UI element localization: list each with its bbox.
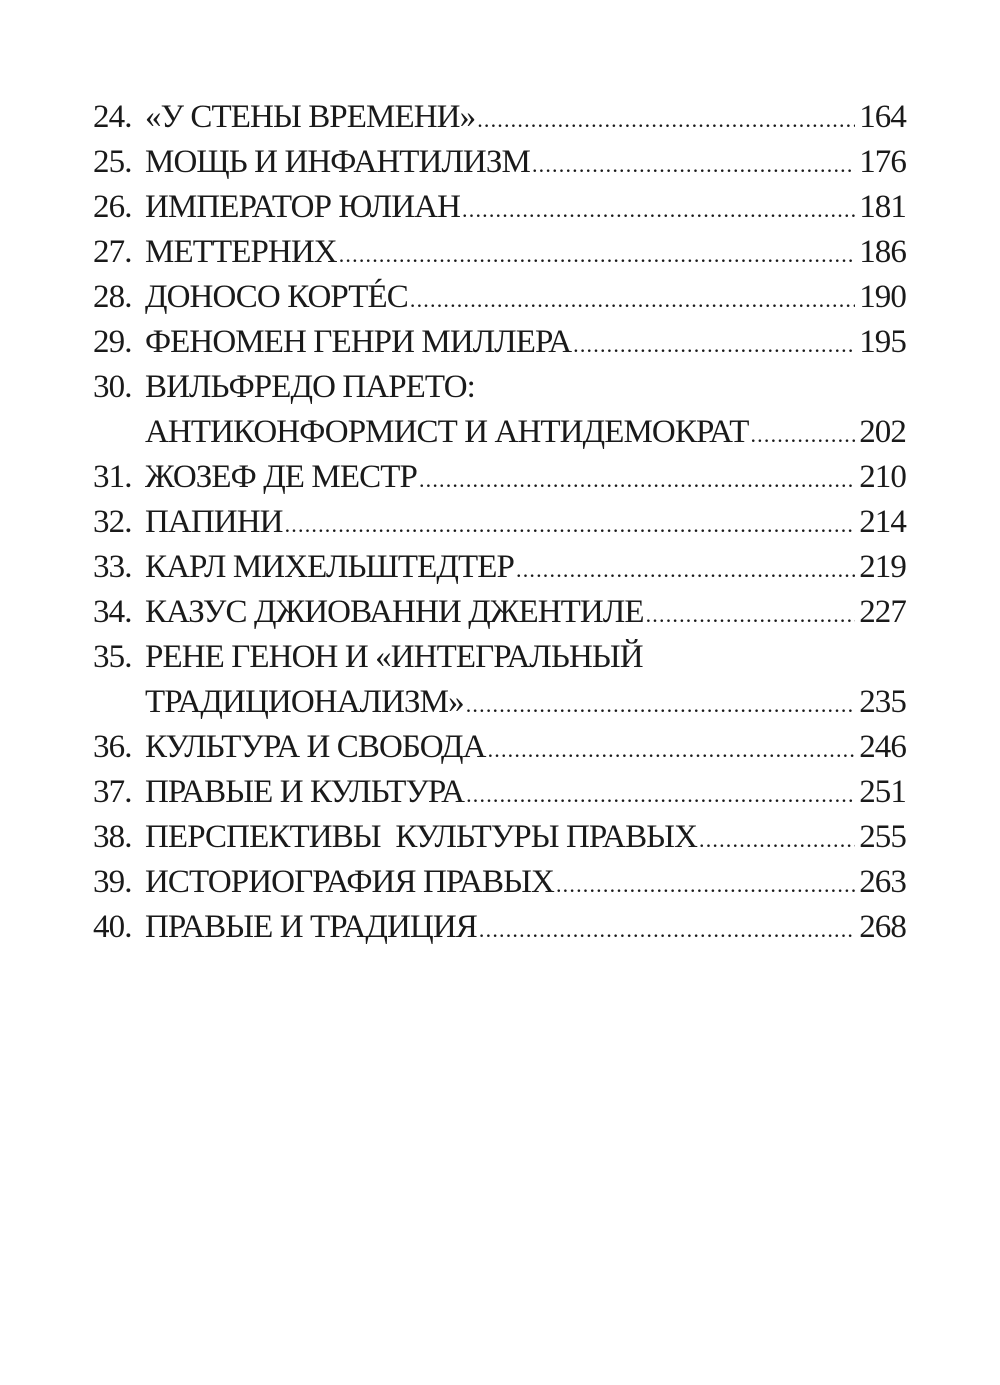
dot-leader (479, 907, 855, 952)
dot-leader (466, 772, 855, 817)
toc-line (93, 140, 906, 185)
page-number: 202 (859, 414, 906, 450)
page-number: 186 (859, 234, 906, 270)
toc-line (93, 725, 906, 770)
entry-title: ТРАДИЦИОНАЛИЗМ» (145, 684, 464, 720)
entry-number: 34. (93, 594, 132, 630)
entry-title: РЕНЕ ГЕНОН И «ИНТЕГРАЛЬНЫЙ (145, 639, 643, 675)
dot-leader (532, 142, 855, 187)
dot-leader (410, 277, 855, 322)
entry-title: ПРАВЫЕ И ТРАДИЦИЯ (145, 909, 477, 945)
entry-number: 30. (93, 369, 132, 405)
toc-line (93, 230, 906, 275)
toc-line (93, 545, 906, 590)
page-number: 251 (859, 774, 906, 810)
toc-entry (93, 860, 906, 905)
toc-line (93, 860, 906, 905)
entry-title: КУЛЬТУРА И СВОБОДА (145, 729, 486, 765)
entry-title: ВИЛЬФРЕДО ПАРЕТО: (145, 369, 475, 405)
entry-title: ИСТОРИОГРАФИЯ ПРАВЫХ (145, 864, 554, 900)
entry-number: 39. (93, 864, 132, 900)
page-number: 227 (859, 594, 906, 630)
entry-number: 27. (93, 234, 132, 270)
dot-leader (750, 412, 855, 457)
entry-title: КАЗУС ДЖИОВАННИ ДЖЕНТИЛЕ (145, 594, 644, 630)
entry-number: 33. (93, 549, 132, 585)
page-number: 214 (859, 504, 906, 540)
toc-entry (93, 545, 906, 590)
entry-title: ПАПИНИ (145, 504, 283, 540)
entry-number: 32. (93, 504, 132, 540)
entry-number: 28. (93, 279, 132, 315)
toc-line (93, 275, 906, 320)
entry-title: ИМПЕРАТОР ЮЛИАН (145, 189, 461, 225)
toc-entry (93, 95, 906, 140)
page-number: 246 (859, 729, 906, 765)
table-of-contents (93, 95, 906, 950)
dot-leader (646, 592, 856, 637)
toc-line (93, 320, 906, 365)
toc-line (93, 365, 906, 410)
toc-entry (93, 455, 906, 500)
entry-title: ПЕРСПЕКТИВЫ КУЛЬТУРЫ ПРАВЫХ (145, 819, 697, 855)
entry-title: МЕТТЕРНИХ (145, 234, 337, 270)
entry-title: МОЩЬ И ИНФАНТИЛИЗМ (145, 144, 530, 180)
entry-number: 36. (93, 729, 132, 765)
toc-line (93, 815, 906, 860)
dot-leader (339, 232, 855, 277)
entry-number: 40. (93, 909, 132, 945)
entry-number: 31. (93, 459, 132, 495)
dot-leader (573, 322, 855, 367)
page-number: 210 (859, 459, 906, 495)
page-number: 181 (859, 189, 906, 225)
entry-title: КАРЛ МИХЕЛЬШТЕДТЕР (145, 549, 514, 585)
entry-number: 25. (93, 144, 132, 180)
toc-entry (93, 725, 906, 770)
toc-entry (93, 635, 906, 725)
toc-entry (93, 815, 906, 860)
page-number: 263 (859, 864, 906, 900)
toc-entry (93, 500, 906, 545)
entry-title: ЖОЗЕФ ДЕ МЕСТР (145, 459, 417, 495)
dot-leader (466, 682, 855, 727)
dot-leader (419, 457, 855, 502)
entry-title: ДОНОСО КОРТÉС (145, 279, 408, 315)
toc-line (93, 500, 906, 545)
entry-number: 37. (93, 774, 132, 810)
toc-entry (93, 320, 906, 365)
toc-line (93, 905, 906, 950)
page-number: 190 (859, 279, 906, 315)
page-number: 268 (859, 909, 906, 945)
toc-entry (93, 905, 906, 950)
entry-number: 26. (93, 189, 132, 225)
entry-number: 38. (93, 819, 132, 855)
dot-leader (699, 817, 855, 862)
dot-leader (477, 97, 855, 142)
entry-number: 35. (93, 639, 132, 675)
toc-entry (93, 275, 906, 320)
dot-leader (488, 727, 856, 772)
entry-number: 29. (93, 324, 132, 360)
dot-leader (556, 862, 855, 907)
page-number: 255 (859, 819, 906, 855)
toc-line (93, 95, 906, 140)
dot-leader (462, 187, 855, 232)
toc-line (93, 410, 906, 455)
page-number: 235 (859, 684, 906, 720)
entry-title: ПРАВЫЕ И КУЛЬТУРА (145, 774, 465, 810)
toc-entry (93, 140, 906, 185)
toc-line (93, 635, 906, 680)
toc-line (93, 680, 906, 725)
entry-title: ФЕНОМЕН ГЕНРИ МИЛЛЕРА (145, 324, 572, 360)
dot-leader (516, 547, 855, 592)
toc-entry (93, 590, 906, 635)
toc-line (93, 455, 906, 500)
toc-entry (93, 230, 906, 275)
entry-title: АНТИКОНФОРМИСТ И АНТИДЕМОКРАТ (145, 414, 749, 450)
page-number: 176 (859, 144, 906, 180)
toc-line (93, 770, 906, 815)
dot-leader (285, 502, 856, 547)
page-number: 195 (859, 324, 906, 360)
entry-title: «У СТЕНЫ ВРЕМЕНИ» (145, 99, 476, 135)
toc-line (93, 590, 906, 635)
toc-entry (93, 365, 906, 455)
toc-entry (93, 770, 906, 815)
page-number: 219 (859, 549, 906, 585)
toc-entry (93, 185, 906, 230)
entry-number: 24. (93, 99, 132, 135)
page-number: 164 (859, 99, 906, 135)
toc-line (93, 185, 906, 230)
